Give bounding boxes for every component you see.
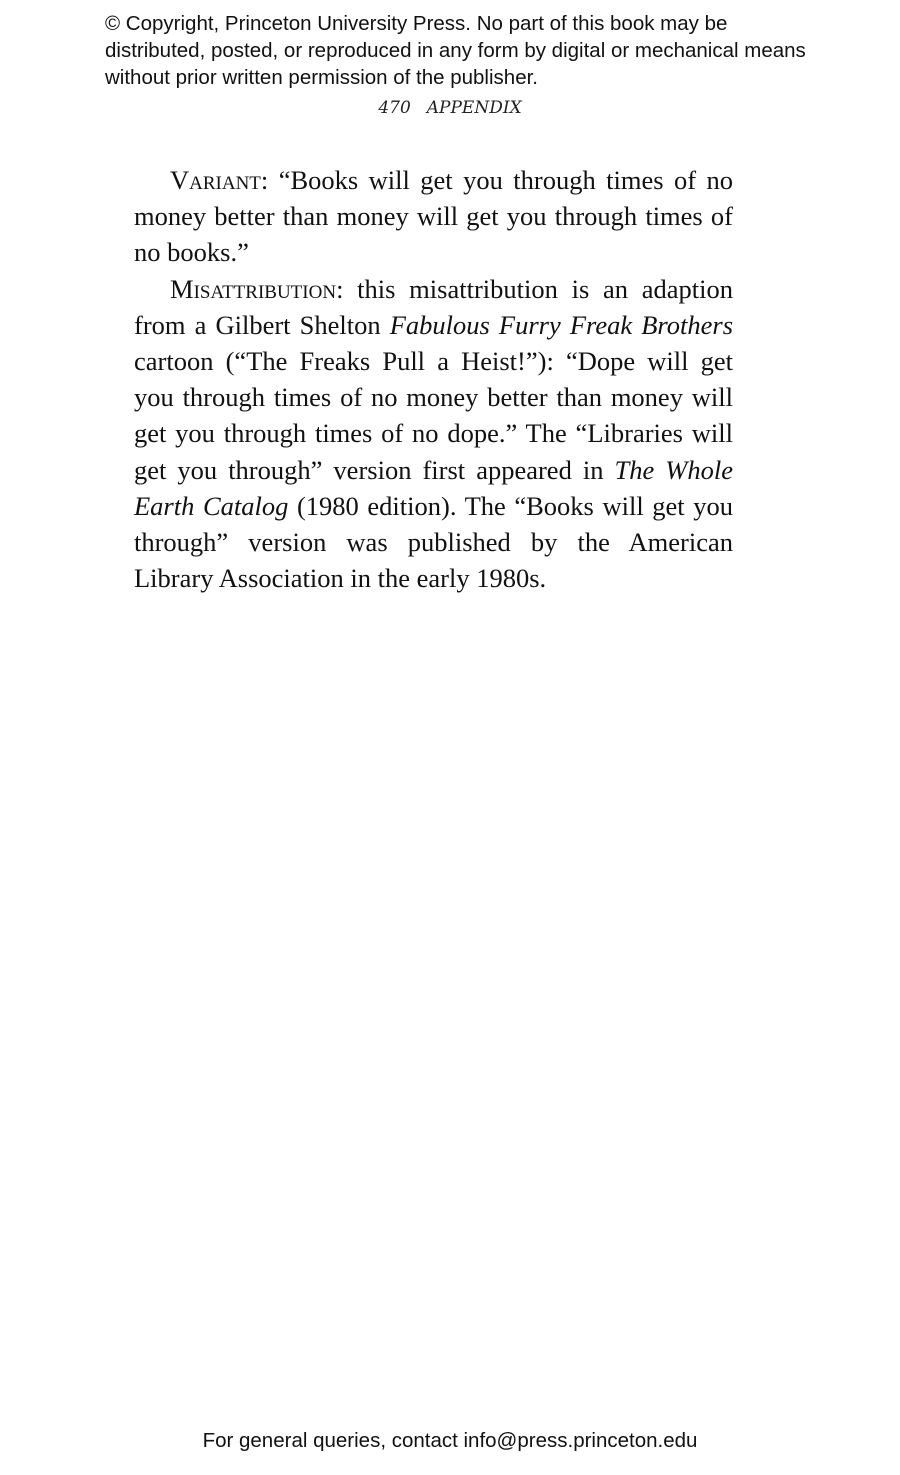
running-head — [0, 98, 900, 118]
misattribution-text-3: (1980 edition). The “Books will get you through” version was published by the American Library Association in the early 1980s. — [134, 490, 734, 594]
variant-paragraph — [134, 162, 733, 271]
variant-label: Variant — [170, 165, 261, 195]
contact-footer: For general queries, contact info@press.princeton.edu — [202, 1429, 698, 1452]
misattribution-paragraph — [134, 271, 733, 597]
variant-text: : “Books will get you through times of no money better than money will get you through times of no books.” — [134, 165, 733, 268]
misattribution-text-2: cartoon (“The Freaks Pull a Heist!”): “Dope will get you through times of no money better than money will get you through times of no dope.” The “Libraries will get you through” version first appeared in — [134, 346, 733, 485]
catalog-title: The Whole Earth Catalog — [134, 454, 733, 521]
page-number: 470 — [378, 98, 411, 118]
cartoon-title: Fabulous Furry Freak Brothers — [389, 309, 734, 340]
misattribution-label: Misattribution — [170, 273, 337, 304]
section-title: APPENDIX — [426, 98, 522, 118]
misattribution-text-1: : this misattribution is an adaption from a Gilbert Shelton — [134, 273, 733, 340]
copyright-notice: © Copyright, Princeton University Press. No part of this book may be distributed, posted, or reproduced in any form by digital or mechanical means without prior written permission of the publisher. — [105, 12, 806, 89]
body-text — [134, 162, 733, 596]
